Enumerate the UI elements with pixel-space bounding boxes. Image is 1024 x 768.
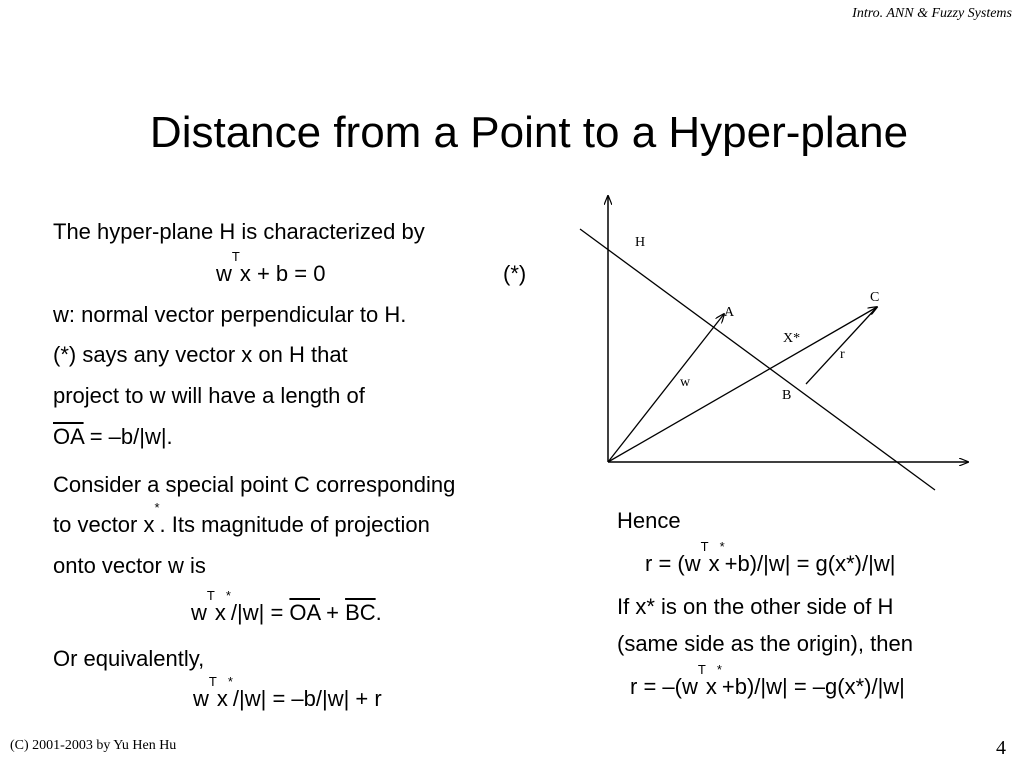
text-line-8: [53, 500, 430, 538]
r1-x: x: [708, 551, 720, 576]
eq2-x: x: [214, 600, 226, 625]
eq2-T: T: [206, 588, 215, 603]
eq-w: w: [216, 261, 232, 286]
text-line-3: w: normal vector perpendicular to H.: [53, 302, 407, 327]
r1-T: T: [700, 539, 709, 554]
eq3-rest: /|w| = –b/|w| + r: [232, 686, 382, 711]
equation-projection: [191, 588, 382, 626]
vector-w: [608, 314, 724, 462]
segment-oa: $\overline{OA}$: [53, 424, 84, 449]
eq-rest: x + b = 0: [239, 261, 326, 286]
page-number: 4: [996, 737, 1006, 759]
r2-a: r = –(w: [630, 674, 698, 699]
r2-b: +b)/|w| = –g(x*)/|w|: [721, 674, 905, 699]
r2-star: *: [716, 662, 722, 677]
label-b: B: [782, 388, 792, 403]
text-line-11: Or equivalently,: [53, 646, 205, 671]
text-line-9: onto vector w is: [53, 553, 206, 578]
course-header: Intro. ANN & Fuzzy Systems: [852, 6, 1012, 21]
eq-transpose: T: [231, 249, 240, 264]
text-line-6-rest: = –b/|w|.: [83, 424, 173, 449]
vector-xstar: [608, 307, 877, 462]
label-w: w: [680, 375, 691, 390]
hyperplane-line: [580, 229, 935, 490]
eq2-end: .: [375, 600, 382, 625]
text-same-side: (same side as the origin), then: [617, 631, 913, 656]
text-line-8-a: to vector x: [53, 512, 155, 537]
r1-star: *: [719, 539, 725, 554]
eq2-star: *: [225, 588, 231, 603]
label-r: r: [840, 347, 845, 362]
eq2-plus: +: [320, 600, 346, 625]
label-xstar: X*: [783, 331, 801, 346]
eq3-T: T: [208, 674, 217, 689]
eq3-x: x: [216, 686, 228, 711]
r2-T: T: [697, 662, 706, 677]
star-sup: *: [154, 500, 160, 515]
eq2-w: w: [191, 600, 207, 625]
eq3-star: *: [227, 674, 233, 689]
equation-r-negative: [630, 662, 905, 700]
label-c: C: [870, 290, 880, 305]
r1-a: r = (w: [645, 551, 701, 576]
text-line-7: Consider a special point C corresponding: [53, 472, 456, 497]
r1-b: +b)/|w| = g(x*)/|w|: [724, 551, 896, 576]
eq2-oa: $\overline{OA}$: [289, 600, 320, 625]
eq3-w: w: [193, 686, 209, 711]
eq2-bc: $\overline{BC}$: [345, 600, 376, 625]
label-h: H: [635, 235, 646, 250]
equation-equivalent: [193, 674, 382, 712]
text-line-5: project to w will have a length of: [53, 383, 365, 408]
text-line-6: [53, 424, 173, 450]
copyright: (C) 2001-2003 by Yu Hen Hu: [10, 738, 177, 753]
equation-r-positive: [645, 539, 896, 577]
eq2-mid: /|w| =: [230, 600, 290, 625]
text-other-side: If x* is on the other side of H: [617, 594, 894, 619]
hence-label: Hence: [617, 508, 681, 533]
text-line-1: The hyper-plane H is characterized by: [53, 219, 425, 244]
equation-hyperplane: [216, 249, 326, 287]
equation-tag: (*): [503, 261, 527, 286]
label-a: A: [724, 305, 735, 320]
text-line-8-b: . Its magnitude of projection: [159, 512, 430, 537]
hyperplane-diagram: [570, 185, 980, 505]
text-line-4: (*) says any vector x on H that: [53, 342, 348, 367]
r2-x: x: [705, 674, 717, 699]
segment-r: [806, 307, 877, 384]
slide-title: Distance from a Point to a Hyper-plane: [149, 108, 909, 157]
